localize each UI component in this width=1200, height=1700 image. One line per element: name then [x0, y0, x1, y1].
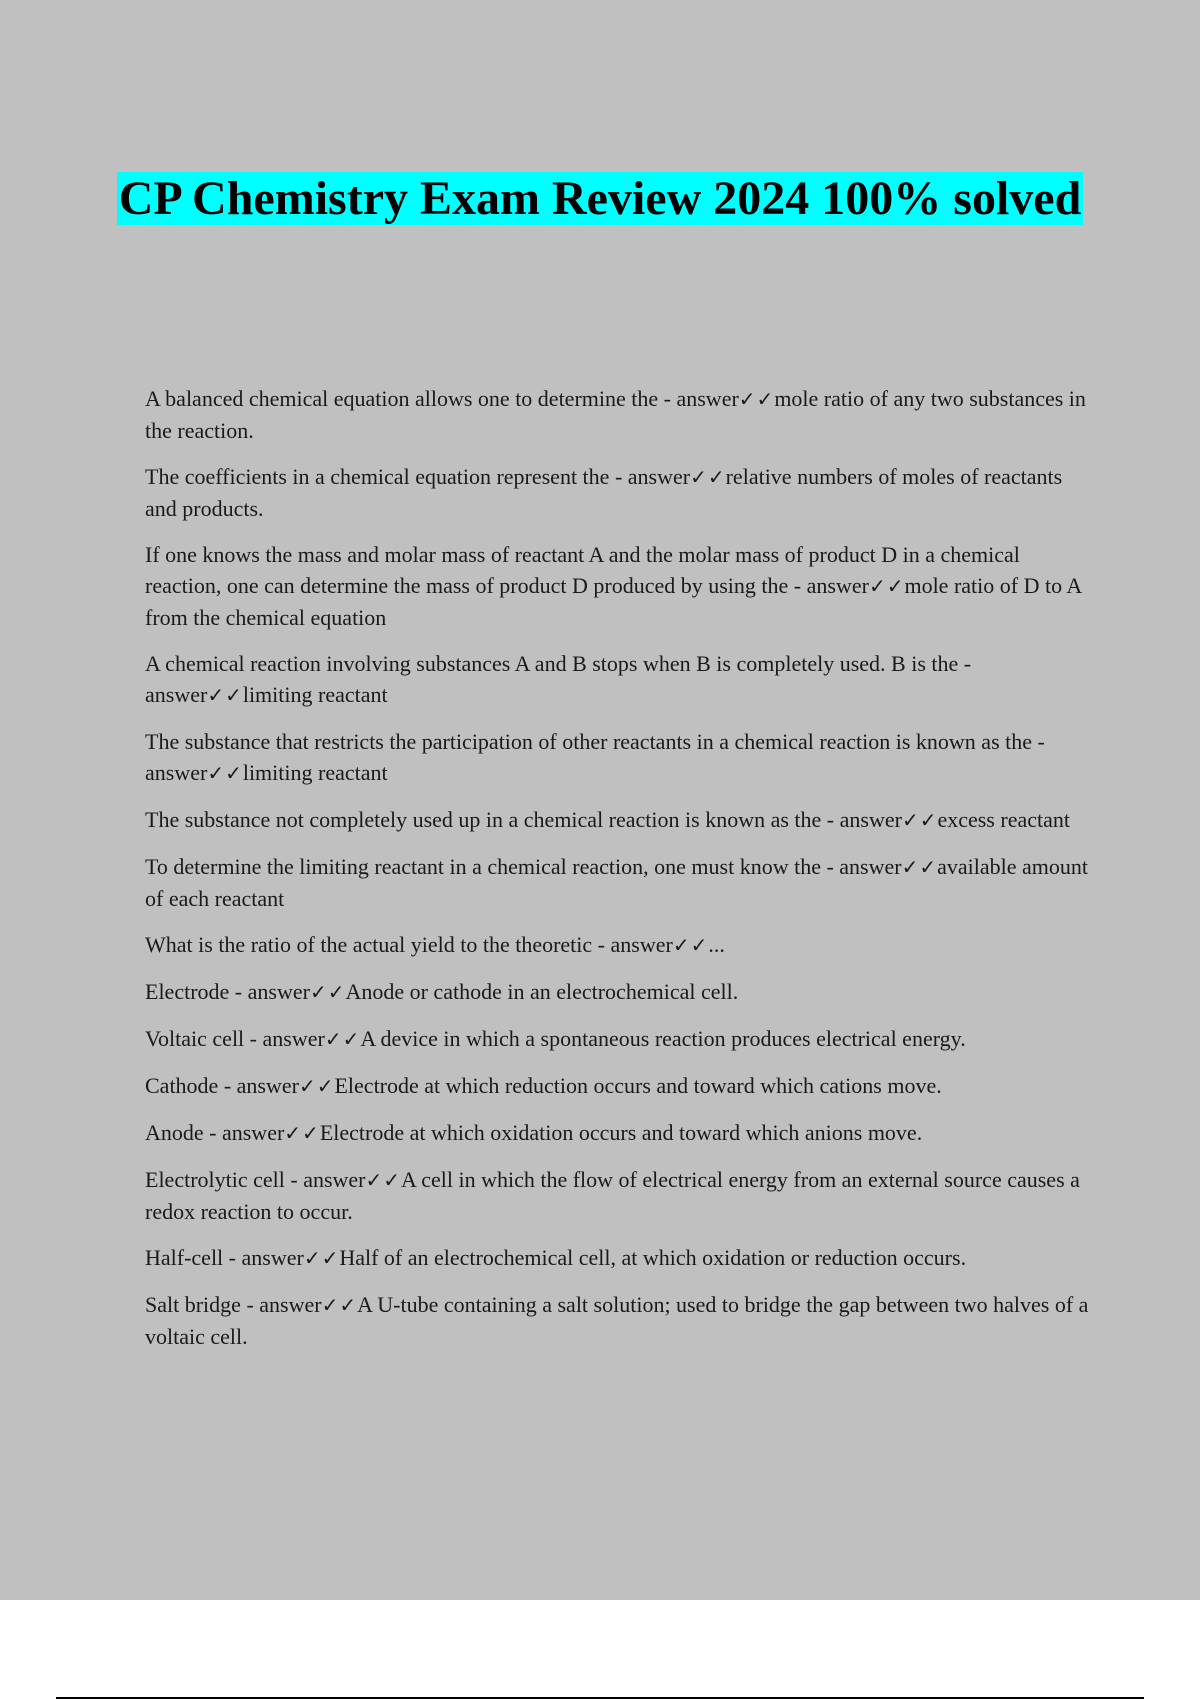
question-text: Half-cell: [145, 1245, 224, 1270]
question-text: Salt bridge: [145, 1292, 241, 1317]
qa-item: [145, 1070, 1090, 1102]
title-block: [100, 168, 1100, 230]
double-check-icon: ✓✓: [284, 1121, 320, 1145]
answer-text: Anode or cathode in an electrochemical cell.: [345, 979, 739, 1004]
double-check-icon: ✓✓: [321, 1293, 358, 1317]
answer-text: mole ratio of any two substances in the reaction.: [145, 386, 1086, 443]
qa-item: [145, 976, 1090, 1008]
answer-separator: - answer: [203, 1120, 285, 1145]
question-text: Electrolytic cell: [145, 1167, 285, 1192]
qa-item: [145, 648, 1090, 711]
answer-separator: - answer: [820, 854, 902, 879]
answer-separator: - answer: [223, 1245, 304, 1270]
question-text: Voltaic cell: [145, 1026, 245, 1051]
answer-separator: - answer: [609, 464, 691, 489]
question-text: Cathode: [145, 1073, 219, 1098]
double-check-icon: ✓✓: [901, 855, 938, 879]
answer-text: limiting reactant: [242, 760, 388, 785]
qa-item: [145, 1023, 1090, 1055]
answer-text: available amount of each reactant: [145, 854, 1088, 911]
answer-text: A device in which a spontaneous reaction produces electrical energy.: [360, 1026, 966, 1051]
answer-text: Electrode at which reduction occurs and toward which cations move.: [334, 1073, 942, 1098]
answer-text: Half of an electrochemical cell, at which oxidation or reduction occurs.: [339, 1245, 967, 1270]
qa-item: [145, 1242, 1090, 1274]
qa-item: [145, 929, 1090, 961]
double-check-icon: ✓✓: [365, 1168, 402, 1192]
double-check-icon: ✓✓: [690, 465, 726, 489]
qa-item: [145, 851, 1090, 914]
double-check-icon: ✓✓: [868, 574, 905, 598]
answer-separator: - answer: [240, 1292, 322, 1317]
qa-list: [145, 383, 1090, 1367]
qa-item: [145, 1117, 1090, 1149]
answer-text: Electrode at which oxidation occurs and toward which anions move.: [319, 1120, 923, 1145]
qa-item: [145, 726, 1090, 789]
answer-text: mole ratio of D to A from the chemical equation: [145, 573, 1082, 630]
qa-item: [145, 539, 1090, 633]
qa-item: [145, 461, 1090, 524]
double-check-icon: ✓✓: [303, 1246, 340, 1270]
question-text: The substance not completely used up in a chemical reaction is known as the: [145, 807, 822, 832]
question-text: A balanced chemical equation allows one to determine the: [145, 386, 659, 411]
answer-separator: - answer: [284, 1167, 366, 1192]
qa-item: [145, 383, 1090, 446]
document-title: CP Chemistry Exam Review 2024 100% solved: [118, 172, 1082, 225]
answer-separator: - answer: [788, 573, 869, 598]
answer-separator: - answer: [658, 386, 739, 411]
answer-text: A cell in which the flow of electrical energy from an external source causes a redox reaction to occur.: [145, 1167, 1080, 1224]
answer-text: limiting reactant: [242, 682, 388, 707]
question-text: The substance that restricts the participation of other reactants in a chemical reaction is known as the: [145, 729, 1033, 754]
question-text: What is the ratio of the actual yield to the theoretic: [145, 932, 593, 957]
double-check-icon: ✓✓: [298, 1074, 335, 1098]
double-check-icon: ✓✓: [901, 808, 938, 832]
answer-separator: - answer: [145, 651, 972, 707]
qa-item: [145, 804, 1090, 836]
answer-separator: - answer: [592, 932, 673, 957]
qa-item: [145, 1164, 1090, 1227]
question-text: If one knows the mass and molar mass of reactant A and the molar mass of product D in a chemical reaction, one can determine the mass of product D produced by using the: [145, 542, 1020, 598]
question-text: The coefficients in a chemical equation represent the: [145, 464, 610, 489]
answer-text: excess reactant: [937, 807, 1070, 832]
question-text: A chemical reaction involving substances A and B stops when B is completely used. B is the: [145, 651, 959, 676]
question-text: To determine the limiting reactant in a chemical reaction, one must know the: [145, 854, 821, 879]
answer-separator: - answer: [229, 979, 310, 1004]
question-text: Electrode: [145, 979, 230, 1004]
answer-text: relative numbers of moles of reactants and products.: [145, 464, 1063, 521]
qa-item: [145, 1289, 1090, 1352]
footer-divider: [56, 1697, 1144, 1699]
answer-separator: - answer: [145, 729, 1045, 785]
answer-text: ...: [708, 932, 725, 957]
double-check-icon: ✓✓: [672, 933, 709, 957]
answer-separator: - answer: [821, 807, 902, 832]
double-check-icon: ✓✓: [207, 761, 243, 785]
question-text: Anode: [145, 1120, 204, 1145]
double-check-icon: ✓✓: [738, 387, 775, 411]
answer-text: A U-tube containing a salt solution; used to bridge the gap between two halves of a voltaic cell.: [145, 1292, 1089, 1349]
double-check-icon: ✓✓: [207, 683, 243, 707]
double-check-icon: ✓✓: [324, 1027, 361, 1051]
double-check-icon: ✓✓: [309, 980, 346, 1004]
answer-separator: - answer: [218, 1073, 299, 1098]
answer-separator: - answer: [244, 1026, 325, 1051]
